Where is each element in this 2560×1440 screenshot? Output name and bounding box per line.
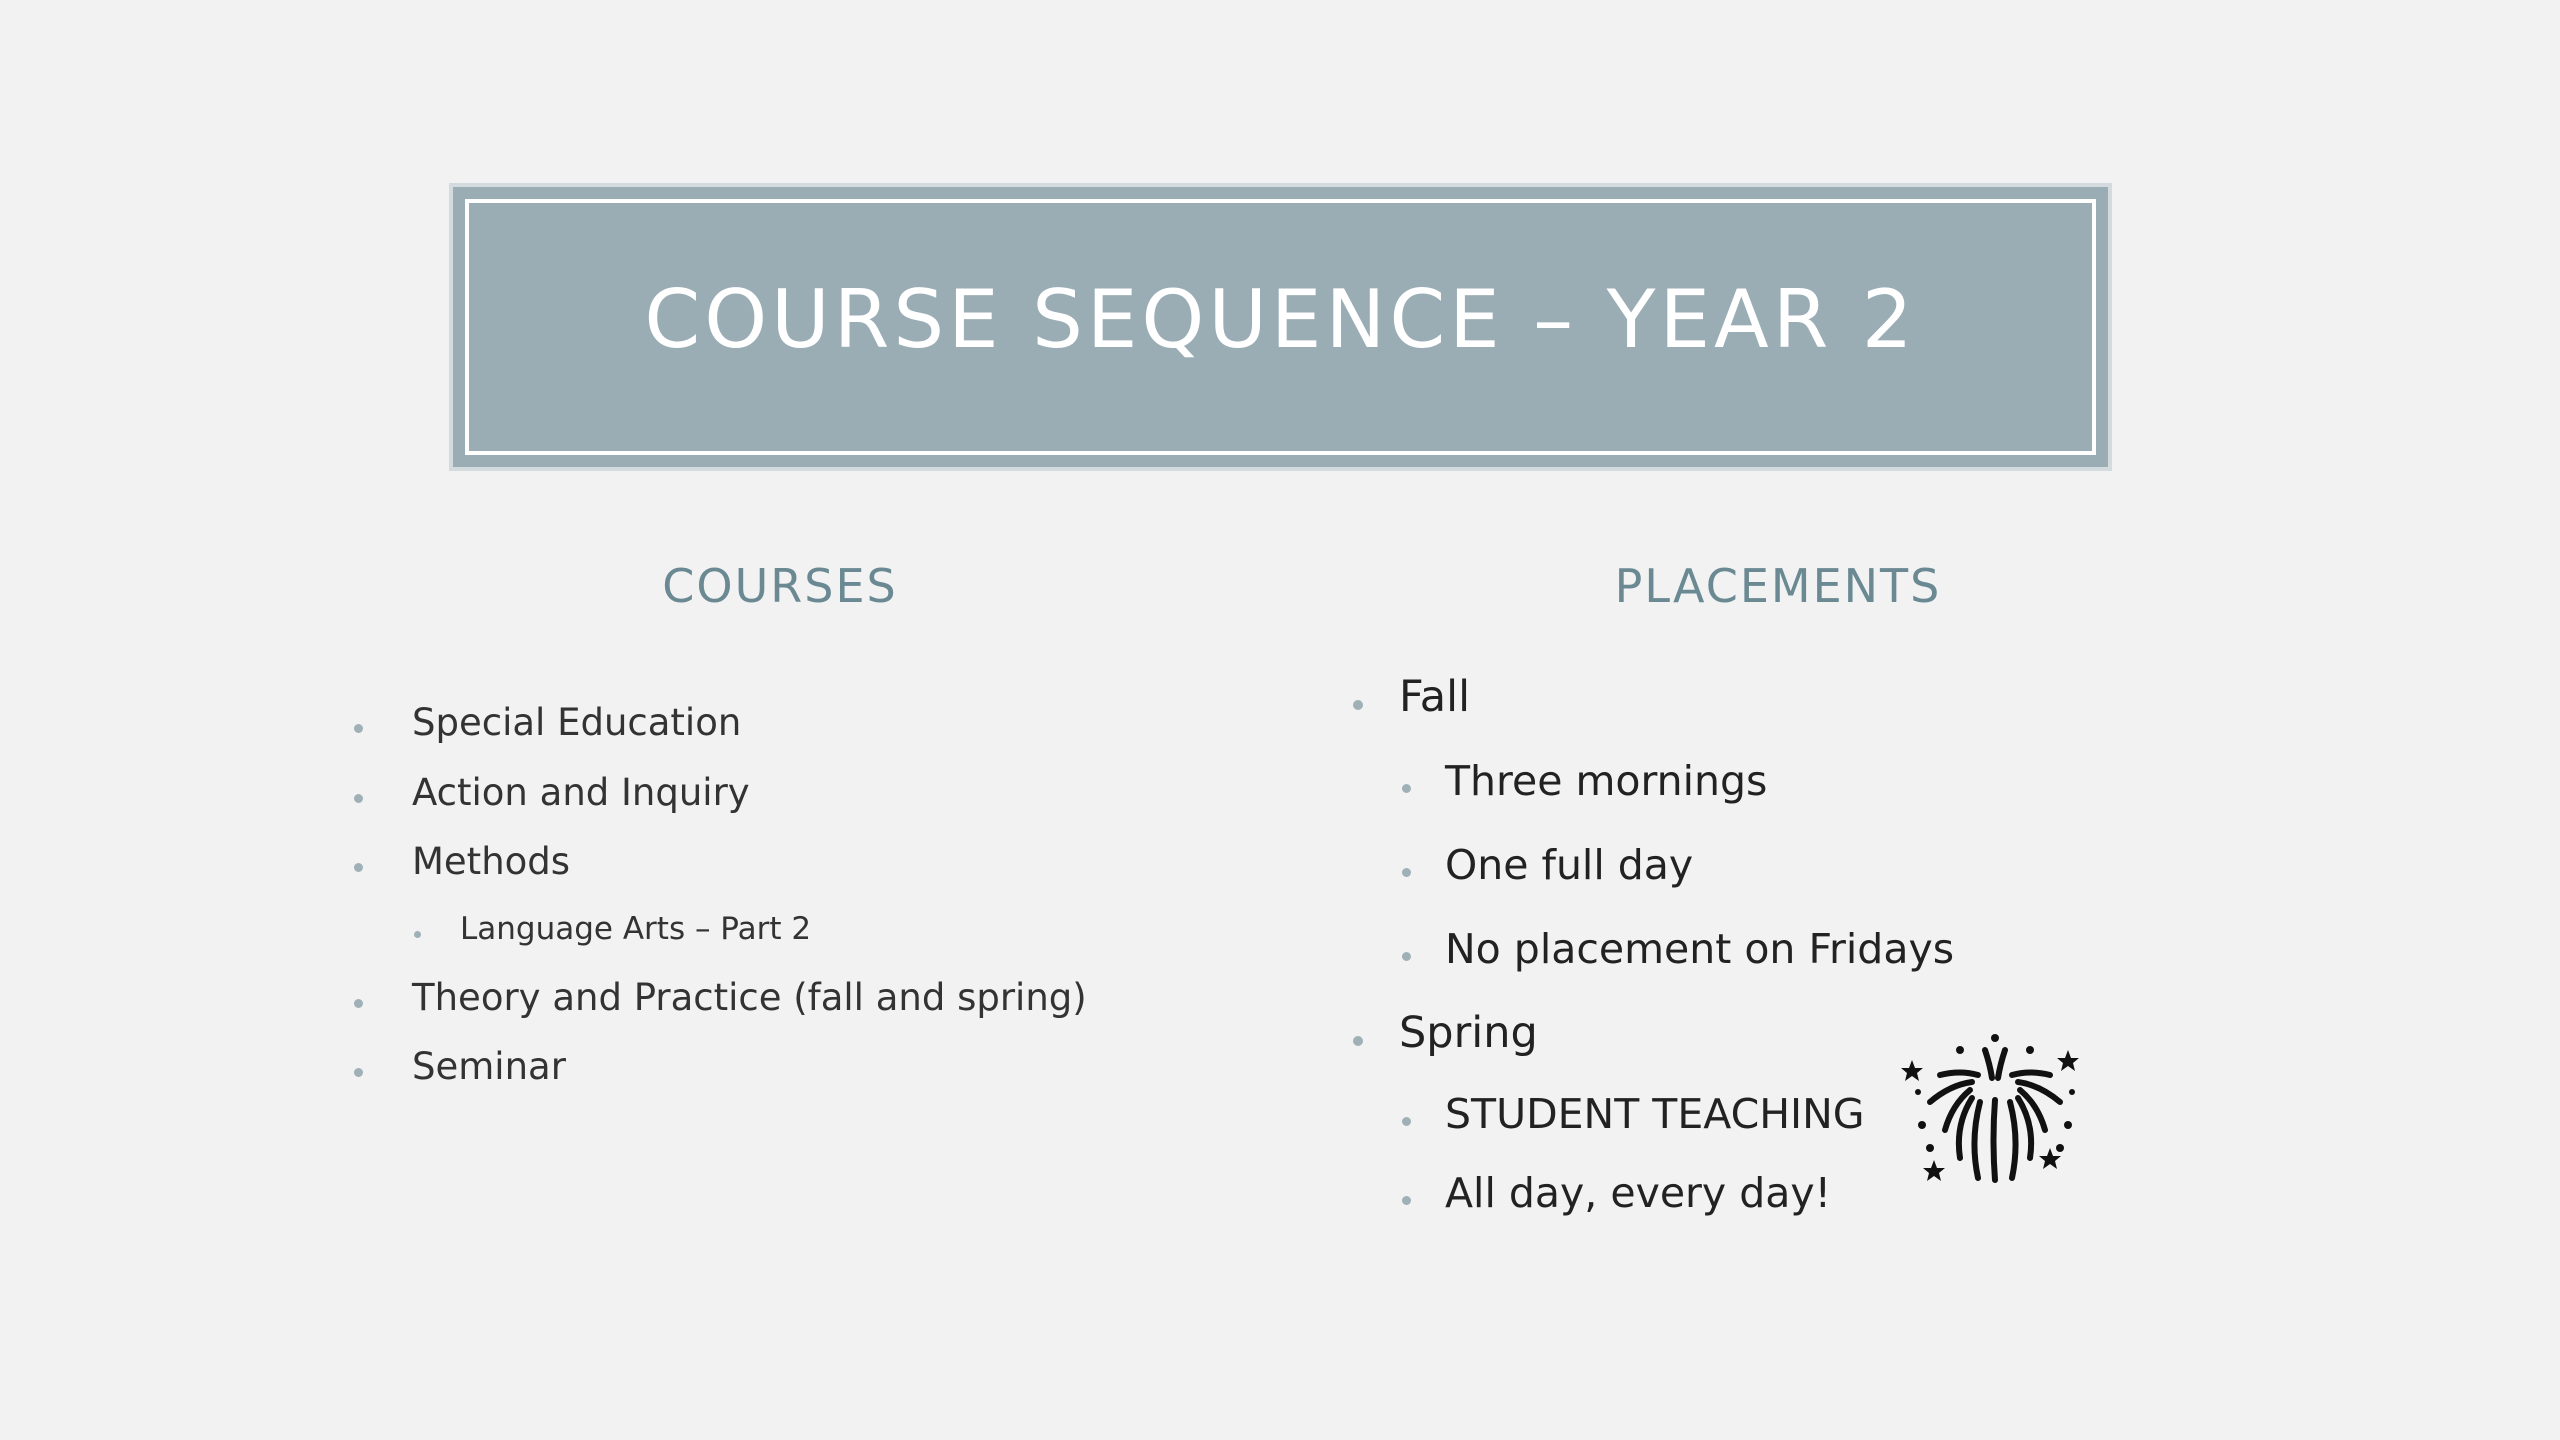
placements-heading: PLACEMENTS <box>1614 559 1942 613</box>
bullet-icon <box>1353 1036 1363 1046</box>
bullet-icon <box>1402 784 1411 793</box>
sub-list-item-label: Three mornings <box>1445 757 1768 805</box>
list-item-label: Theory and Practice (fall and spring) <box>412 976 1087 1019</box>
bullet-icon <box>1402 1196 1411 1205</box>
fireworks-icon <box>1900 1030 2090 1190</box>
slide-title: COURSE SEQUENCE – YEAR 2 <box>644 273 1917 366</box>
bullet-icon <box>354 863 363 872</box>
bullet-icon <box>354 1068 363 1077</box>
bullet-icon <box>1402 1117 1411 1126</box>
sub-list-item-label: STUDENT TEACHING <box>1445 1090 1865 1138</box>
list-item-label: Spring <box>1399 1008 1538 1058</box>
sub-list-item-label: One full day <box>1445 841 1694 889</box>
sub-list-item-label: No placement on Fridays <box>1445 925 1955 973</box>
list-item-label: Action and Inquiry <box>412 771 750 814</box>
bullet-icon <box>354 999 363 1008</box>
list-item-label: Special Education <box>412 701 742 744</box>
bullet-icon <box>354 794 363 803</box>
bullet-icon <box>354 724 363 733</box>
sub-list-item-label: All day, every day! <box>1445 1169 1832 1217</box>
courses-heading: COURSES <box>662 559 898 613</box>
bullet-icon <box>1402 868 1411 877</box>
bullet-icon <box>1353 700 1363 710</box>
sub-list-item-label: Language Arts – Part 2 <box>460 911 812 947</box>
list-item-label: Seminar <box>412 1045 566 1088</box>
list-item-label: Methods <box>412 840 571 883</box>
bullet-icon <box>414 931 421 938</box>
bullet-icon <box>1402 952 1411 961</box>
title-box <box>449 183 2112 471</box>
list-item-label: Fall <box>1399 672 1471 722</box>
